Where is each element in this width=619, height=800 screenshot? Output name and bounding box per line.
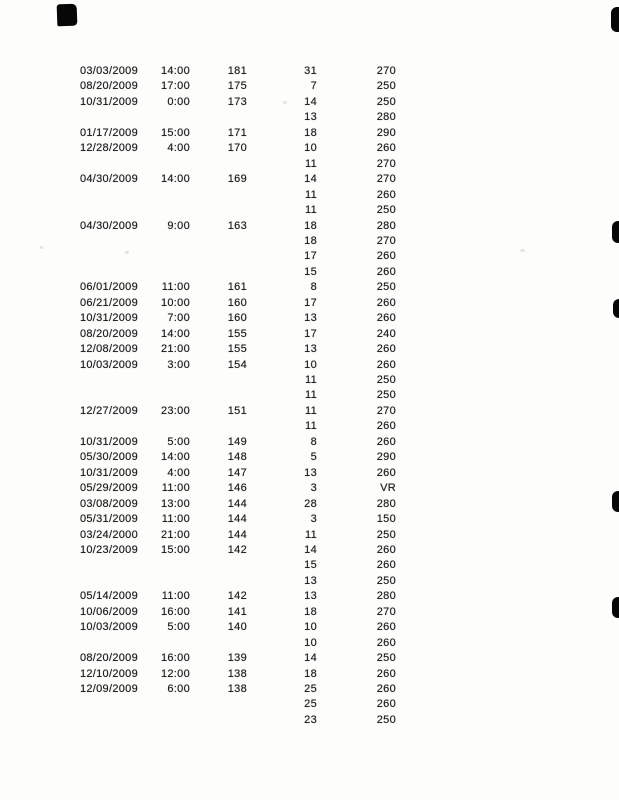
cell-value: 150 [376, 513, 396, 526]
cell-date: 08/20/2009 [79, 80, 138, 93]
table-row [0, 450, 619, 465]
cell-time: 14:00 [160, 327, 190, 340]
cell-value: 260 [376, 420, 396, 433]
cell-count: 11 [304, 374, 317, 386]
cell-reading: 149 [227, 435, 247, 448]
table-row [0, 651, 619, 666]
cell-reading: 171 [227, 126, 247, 139]
cell-reading: 144 [227, 513, 247, 526]
cell-time: 0:00 [167, 95, 190, 108]
cell-value: 250 [376, 281, 396, 294]
cell-date: 10/31/2009 [79, 435, 138, 448]
cell-reading: 148 [227, 451, 247, 464]
table-row [0, 79, 619, 94]
cell-value: 260 [376, 265, 396, 278]
cell-value: 250 [376, 204, 396, 217]
cell-reading: 155 [227, 343, 247, 356]
cell-date: 12/09/2009 [79, 683, 138, 695]
table-row [0, 280, 619, 295]
cell-value: 290 [376, 126, 396, 139]
table-row [0, 311, 619, 326]
cell-count: 10 [304, 142, 317, 155]
scan-artifact-corner [57, 4, 78, 27]
cell-reading: 175 [227, 80, 247, 93]
cell-reading: 151 [227, 404, 247, 417]
table-row [0, 327, 619, 342]
cell-reading: 161 [227, 281, 247, 294]
cell-reading: 138 [227, 683, 247, 695]
cell-time: 13:00 [160, 497, 190, 510]
cell-reading: 144 [227, 497, 247, 510]
table-row [0, 95, 619, 110]
cell-count: 5 [310, 451, 317, 464]
cell-date: 10/31/2009 [79, 466, 138, 479]
cell-value: 270 [376, 234, 396, 247]
table-row [0, 435, 619, 450]
cell-count: 10 [304, 358, 317, 371]
cell-value: 260 [376, 636, 396, 649]
cell-value: 260 [376, 188, 396, 201]
cell-time: 16:00 [160, 652, 190, 665]
cell-count: 11 [304, 528, 317, 541]
cell-reading: 146 [227, 482, 247, 495]
cell-count: 11 [304, 157, 317, 170]
cell-time: 12:00 [160, 667, 190, 680]
cell-date: 03/24/2000 [79, 528, 138, 541]
cell-reading: 173 [227, 95, 247, 108]
cell-value: 260 [376, 312, 396, 325]
cell-value: 260 [376, 250, 396, 263]
cell-value: 270 [376, 173, 396, 186]
table-row [0, 358, 619, 373]
table-row [0, 388, 619, 403]
cell-count: 14 [304, 95, 317, 108]
cell-count: 14 [304, 543, 317, 556]
table-row [0, 203, 619, 218]
cell-reading: 169 [227, 173, 247, 186]
cell-value: 240 [376, 327, 396, 340]
cell-time: 11:00 [161, 590, 190, 603]
cell-count: 13 [304, 466, 317, 479]
table-row [0, 636, 619, 651]
cell-value: 250 [376, 95, 396, 108]
cell-reading: 142 [227, 543, 247, 556]
cell-date: 10/06/2009 [79, 605, 138, 618]
cell-count: 3 [310, 513, 317, 526]
cell-value: 270 [376, 157, 396, 170]
cell-time: 11:00 [161, 482, 190, 495]
cell-time: 17:00 [160, 80, 190, 93]
table-row [0, 64, 619, 79]
cell-count: 13 [304, 574, 317, 587]
cell-count: 14 [304, 652, 317, 665]
cell-time: 6:00 [167, 683, 190, 695]
cell-count: 10 [304, 636, 317, 649]
cell-date: 12/28/2009 [79, 142, 138, 155]
cell-value: 250 [376, 80, 396, 93]
cell-value: 280 [376, 219, 396, 232]
table-row [0, 574, 619, 589]
cell-time: 15:00 [160, 126, 190, 139]
cell-count: 8 [310, 281, 317, 294]
cell-count: 13 [304, 590, 317, 603]
cell-count: 8 [310, 435, 317, 448]
table-row [0, 497, 619, 512]
table-row [0, 481, 619, 496]
cell-value: 280 [376, 111, 396, 124]
cell-value: 260 [376, 698, 396, 711]
table-row [0, 512, 619, 527]
table-row [0, 589, 619, 604]
cell-count: 25 [304, 683, 317, 695]
cell-reading: 138 [227, 667, 247, 680]
cell-count: 13 [304, 111, 317, 124]
cell-reading: 155 [227, 327, 247, 340]
cell-count: 18 [304, 234, 317, 247]
cell-date: 10/31/2009 [79, 312, 138, 325]
table-row [0, 543, 619, 558]
cell-value: VR [380, 482, 396, 495]
cell-date: 12/10/2009 [79, 667, 138, 680]
cell-time: 14:00 [160, 451, 190, 464]
cell-time: 5:00 [167, 435, 190, 448]
cell-reading: 160 [227, 312, 247, 325]
cell-value: 250 [376, 528, 396, 541]
cell-count: 18 [304, 219, 317, 232]
cell-value: 260 [376, 683, 396, 695]
cell-time: 23:00 [160, 404, 190, 417]
table-row [0, 466, 619, 481]
table-row [0, 419, 619, 434]
cell-value: 260 [376, 559, 396, 572]
cell-time: 4:00 [167, 466, 190, 479]
cell-count: 10 [304, 621, 317, 634]
cell-count: 25 [304, 698, 317, 711]
table-row [0, 234, 619, 249]
table-row [0, 126, 619, 141]
cell-count: 15 [304, 559, 317, 572]
table-row [0, 620, 619, 635]
table-row [0, 528, 619, 543]
cell-time: 10:00 [160, 296, 190, 309]
cell-time: 21:00 [160, 343, 190, 356]
table-row [0, 713, 619, 728]
cell-time: 3:00 [167, 358, 190, 371]
cell-time: 21:00 [160, 528, 190, 541]
cell-reading: 170 [227, 142, 247, 155]
cell-value: 270 [376, 605, 396, 618]
cell-value: 260 [376, 543, 396, 556]
table-row [0, 558, 619, 573]
cell-count: 11 [304, 389, 317, 402]
cell-date: 05/30/2009 [79, 451, 138, 464]
cell-count: 23 [304, 713, 317, 726]
table-row [0, 265, 619, 280]
cell-time: 16:00 [160, 605, 190, 618]
cell-value: 260 [376, 358, 396, 371]
cell-count: 17 [304, 327, 317, 340]
table-row [0, 404, 619, 419]
cell-count: 7 [310, 80, 317, 93]
cell-date: 05/29/2009 [79, 482, 138, 495]
cell-date: 05/31/2009 [79, 513, 138, 526]
cell-count: 11 [304, 204, 317, 217]
cell-date: 01/17/2009 [79, 126, 138, 139]
cell-time: 5:00 [167, 621, 190, 634]
cell-time: 14:00 [160, 65, 190, 77]
table-row [0, 188, 619, 203]
cell-count: 13 [304, 343, 317, 356]
cell-date: 06/21/2009 [79, 296, 138, 309]
cell-value: 260 [376, 667, 396, 680]
cell-time: 7:00 [167, 312, 190, 325]
cell-count: 15 [304, 265, 317, 278]
cell-time: 11:00 [161, 281, 190, 294]
cell-value: 250 [376, 652, 396, 665]
cell-value: 270 [376, 404, 396, 417]
cell-value: 280 [376, 590, 396, 603]
cell-date: 10/03/2009 [79, 358, 138, 371]
cell-value: 290 [376, 451, 396, 464]
cell-date: 08/20/2009 [79, 652, 138, 665]
cell-count: 13 [304, 312, 317, 325]
cell-value: 260 [376, 621, 396, 634]
table-row [0, 697, 619, 712]
scan-artifact-edge [611, 7, 619, 32]
table-row [0, 219, 619, 234]
table-row [0, 373, 619, 388]
table-row [0, 172, 619, 187]
cell-value: 250 [376, 713, 396, 726]
cell-date: 10/23/2009 [79, 543, 138, 556]
cell-time: 11:00 [161, 513, 190, 526]
cell-date: 06/01/2009 [79, 281, 138, 294]
cell-value: 280 [376, 497, 396, 510]
cell-date: 04/30/2009 [79, 219, 138, 232]
cell-value: 270 [376, 65, 396, 77]
cell-reading: 139 [227, 652, 247, 665]
cell-count: 3 [310, 482, 317, 495]
cell-count: 11 [304, 404, 317, 417]
cell-value: 260 [376, 142, 396, 155]
table-row [0, 682, 619, 697]
table-row [0, 110, 619, 125]
cell-count: 11 [304, 188, 317, 201]
table-row [0, 141, 619, 156]
cell-reading: 147 [227, 466, 247, 479]
cell-time: 14:00 [160, 173, 190, 186]
table-row [0, 157, 619, 172]
cell-reading: 181 [227, 65, 247, 77]
table-row [0, 249, 619, 264]
cell-count: 11 [304, 420, 317, 433]
cell-count: 17 [304, 296, 317, 309]
cell-count: 28 [304, 497, 317, 510]
cell-value: 260 [376, 296, 396, 309]
cell-count: 18 [304, 605, 317, 618]
cell-date: 03/03/2009 [79, 65, 138, 77]
cell-count: 18 [304, 667, 317, 680]
cell-date: 04/30/2009 [79, 173, 138, 186]
table-row [0, 296, 619, 311]
cell-date: 12/27/2009 [79, 404, 138, 417]
cell-date: 05/14/2009 [79, 590, 138, 603]
cell-time: 15:00 [160, 543, 190, 556]
cell-date: 10/31/2009 [79, 95, 138, 108]
cell-date: 10/03/2009 [79, 621, 138, 634]
cell-count: 18 [304, 126, 317, 139]
cell-value: 260 [376, 343, 396, 356]
cell-reading: 141 [227, 605, 247, 618]
cell-date: 12/08/2009 [79, 343, 138, 356]
cell-time: 9:00 [167, 219, 190, 232]
cell-date: 03/08/2009 [79, 497, 138, 510]
table-row [0, 605, 619, 620]
cell-value: 260 [376, 435, 396, 448]
cell-reading: 154 [227, 358, 247, 371]
cell-value: 250 [376, 574, 396, 587]
table-row [0, 342, 619, 357]
cell-time: 4:00 [167, 142, 190, 155]
table-row [0, 667, 619, 682]
cell-reading: 140 [227, 621, 247, 634]
cell-reading: 163 [227, 219, 247, 232]
cell-reading: 160 [227, 296, 247, 309]
cell-value: 250 [376, 389, 396, 402]
cell-reading: 144 [227, 528, 247, 541]
cell-count: 14 [304, 173, 317, 186]
cell-count: 31 [304, 65, 317, 77]
cell-count: 17 [304, 250, 317, 263]
cell-value: 250 [376, 374, 396, 386]
cell-value: 260 [376, 466, 396, 479]
cell-reading: 142 [227, 590, 247, 603]
cell-date: 08/20/2009 [79, 327, 138, 340]
